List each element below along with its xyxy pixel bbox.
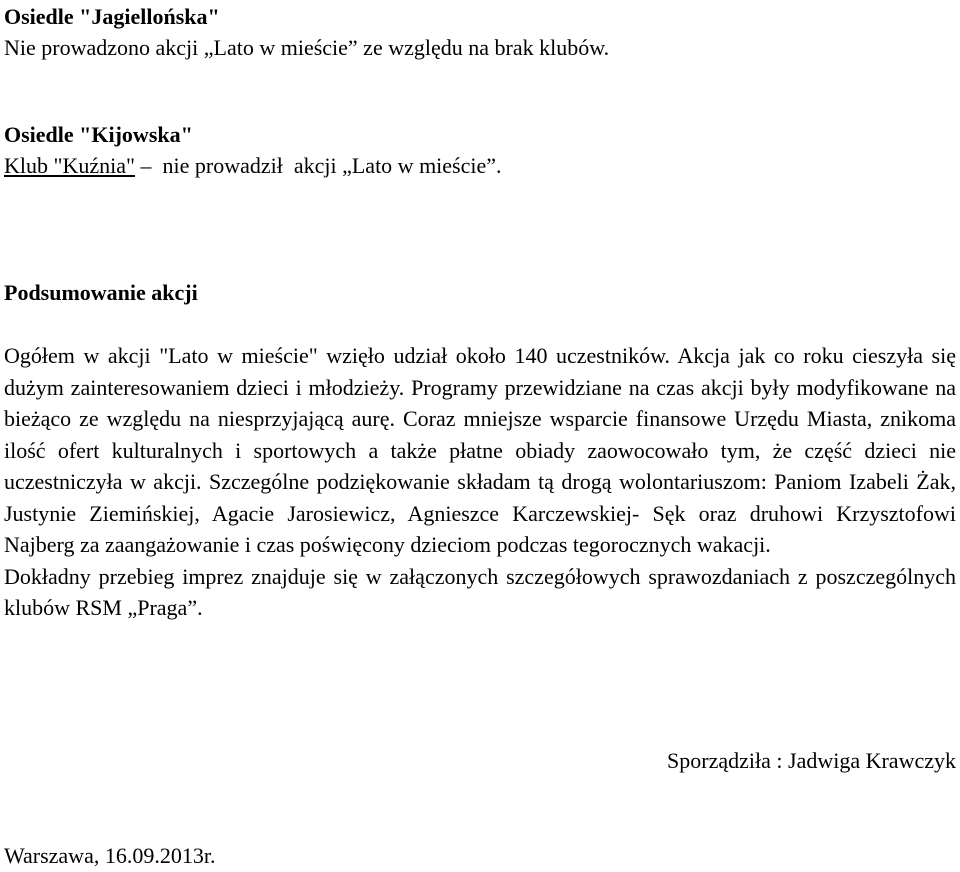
place-date: Warszawa, 16.09.2013r. [4, 843, 216, 868]
summary-paragraph: Dokładny przebieg imprez znajduje się w załączonych szczegółowych sprawozdaniach z poszczególnych klubów RSM „Praga”. [4, 563, 956, 620]
section-jagiellonska [4, 2, 609, 64]
club-text: – nie prowadził akcji „Lato w mieście”. [135, 153, 502, 178]
club-name: Klub "Kuźnia" [4, 153, 135, 178]
section-text: Nie prowadzono akcji „Lato w mieście” ze względu na brak klubów. [4, 35, 610, 60]
summary-body [4, 340, 956, 624]
section-kijowska [4, 120, 502, 182]
section-text [4, 150, 502, 182]
summary-heading: Podsumowanie akcji [4, 280, 198, 305]
signature: Sporządziła : Jadwiga Krawczyk [667, 748, 956, 773]
summary-paragraph: Ogółem w akcji "Lato w mieście" wzięło udział około 140 uczestników. Akcja jak co roku cieszyła się dużym zainteresowaniem dzieci i młodzieży. Programy przewidziane na czas akcji były modyfikowane na bieżąco ze względu na niesprzyjającą aurę. Coraz mniejsze wsparcie finansowe Urzędu Miasta, znikoma ilość ofert kulturalnych i sportowych a także płatne obiady zaowocowało tym, że część dzieci nie uczestniczyła w akcji. Szczególne podziękowanie składam tą drogą wolontariuszom: Paniom Izabeli Żak, Justynie Ziemińskiej, Agacie Jarosiewicz, Agnieszce Karczewskiej- Sęk oraz druhowi Krzysztofowi Najberg za zaangażowanie i czas poświęcony dzieciom podczas tegorocznych wakacji. [4, 343, 956, 557]
section-heading: Osiedle "Kijowska" [4, 122, 193, 147]
section-heading: Osiedle "Jagiellońska" [4, 4, 220, 29]
summary-heading-block [4, 278, 198, 308]
